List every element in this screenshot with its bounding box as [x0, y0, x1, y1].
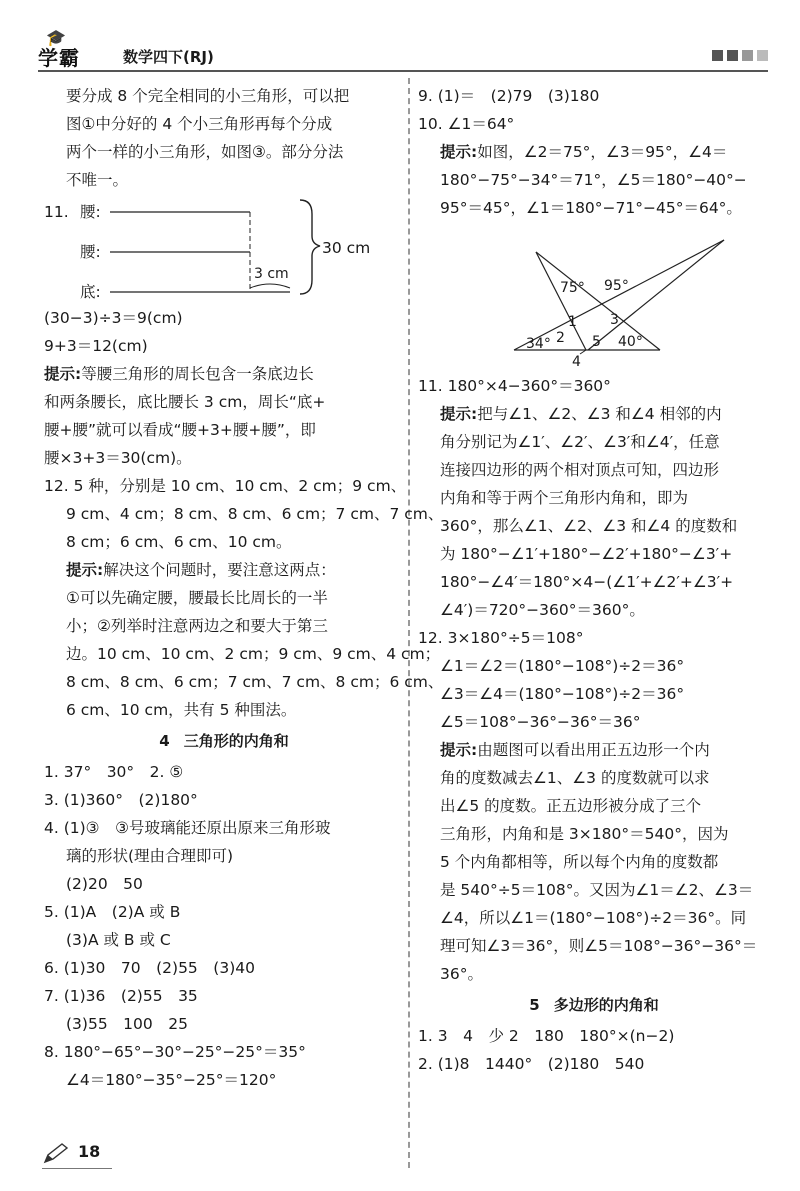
- hint-text: ①可以先确定腰，腰最长比周长的一半: [66, 589, 328, 607]
- hint-text: 和两条腰长，底比腰长 3 cm，周长“底+: [44, 393, 326, 411]
- page-number: 18: [78, 1142, 101, 1161]
- footer-rule: [42, 1168, 112, 1169]
- hint-text: 解决这个问题时，要注意这两点：: [103, 561, 336, 579]
- hint-text: 内角和等于两个三角形内角和，即为: [440, 489, 689, 507]
- hint-label: 提示:: [66, 561, 104, 579]
- question-number: 11.: [44, 203, 69, 221]
- hint-label: 提示:: [440, 741, 478, 759]
- hint-text: 95°＝45°，∠1＝180°−71°−45°＝64°。: [440, 199, 742, 217]
- header-rule: [38, 70, 768, 72]
- hint-text: 是 540°÷5＝108°。又因为∠1＝∠2、∠3＝: [440, 881, 754, 899]
- answer-text: 2. (1)8 1440° (2)180 540: [418, 1055, 645, 1073]
- answer-text: 5 种，分别是 10 cm、10 cm、2 cm；9 cm、: [73, 477, 407, 495]
- answer-text: 5. (1)A (2)A 或 B: [44, 903, 181, 921]
- hint-text: 为 180°−∠1′+180°−∠2′+180°−∠3′+: [440, 545, 733, 563]
- angle-label: 1: [568, 314, 577, 330]
- answer-text: 8 cm；6 cm、6 cm、10 cm。: [66, 533, 292, 551]
- hint-text: 把与∠1、∠2、∠3 和∠4 相邻的内: [477, 405, 722, 423]
- answer-text: (3)55 100 25: [66, 1015, 188, 1033]
- answer-text: 7. (1)36 (2)55 35: [44, 987, 198, 1005]
- hint-text: 小；②列举时注意两边之和要大于第三: [66, 617, 328, 635]
- leg-label: 腰:: [80, 243, 101, 261]
- angle-label: 3: [610, 312, 619, 328]
- leg-label: 腰:: [80, 203, 101, 221]
- section-name: 三角形的内角和: [183, 732, 289, 750]
- hint-text: 腰×3+3＝30(cm)。: [44, 449, 192, 467]
- hint-text: 360°，那么∠1、∠2、∠3 和∠4 的度数和: [440, 517, 738, 535]
- pencil-icon: [42, 1142, 72, 1166]
- angle-label: 2: [556, 330, 565, 346]
- answer-text: ∠4＝180°−35°−25°＝120°: [66, 1071, 277, 1089]
- page-header: [38, 30, 768, 70]
- hint-text: 边。10 cm、10 cm、2 cm；9 cm、9 cm、4 cm；: [66, 645, 441, 663]
- answer-text: 11. 180°×4−360°＝360°: [418, 377, 611, 395]
- difference-label: 3 cm: [254, 266, 289, 282]
- hint-text: 36°。: [440, 965, 483, 983]
- hint-label: 提示:: [44, 365, 82, 383]
- hint-text: 角分别记为∠1′、∠2′、∠3′和∠4′，任意: [440, 433, 720, 451]
- text-line: 要分成 8 个完全相同的小三角形，可以把: [66, 87, 350, 105]
- triangle-figure: [418, 222, 770, 372]
- hint-text: 如图，∠2＝75°，∠3＝95°，∠4＝: [477, 143, 728, 161]
- answer-text: ∠5＝108°−36°−36°＝36°: [440, 713, 641, 731]
- section-title: [418, 988, 770, 1022]
- right-column: [418, 82, 770, 1078]
- angle-label: 40°: [618, 334, 643, 350]
- angle-label: 75°: [560, 280, 585, 296]
- hint-text: 8 cm、8 cm、6 cm；7 cm、7 cm、8 cm；6 cm、: [66, 673, 444, 691]
- subject-title: 数学四下(RJ): [123, 48, 214, 66]
- answer-text: 12. 3×180°÷5＝108°: [418, 629, 584, 647]
- angle-label: 5: [592, 334, 601, 350]
- answer-text: (3)A 或 B 或 C: [66, 931, 171, 949]
- text-line: 不唯一。: [66, 171, 129, 189]
- hint-text: 180°−75°−34°＝71°，∠5＝180°−40°−: [440, 171, 747, 189]
- section-title: [44, 724, 404, 758]
- hint-text: 由题图可以看出用正五边形一个内: [477, 741, 710, 759]
- answer-text: 9 cm、4 cm；8 cm、8 cm、6 cm；7 cm、7 cm、: [66, 505, 444, 523]
- base-label: 底:: [80, 283, 101, 301]
- hint-text: 连接四边形的两个相对顶点可知，四边形: [440, 461, 720, 479]
- answer-text: 1. 3 4 少 2 180 180°×(n−2): [418, 1027, 675, 1045]
- angle-label: 95°: [604, 278, 629, 294]
- hint-text: 三角形，内角和是 3×180°＝540°，因为: [440, 825, 729, 843]
- answer-text: ∠3＝∠4＝(180°−108°)÷2＝36°: [440, 685, 685, 703]
- answer-text: ∠1＝∠2＝(180°−108°)÷2＝36°: [440, 657, 685, 675]
- hint-label: 提示:: [440, 405, 478, 423]
- hint-text: 等腰三角形的周长包含一条底边长: [81, 365, 314, 383]
- answer-text: 8. 180°−65°−30°−25°−25°＝35°: [44, 1043, 306, 1061]
- section-name: 多边形的内角和: [553, 996, 659, 1014]
- answer-text: 3. (1)360° (2)180°: [44, 791, 198, 809]
- text-line: 9+3＝12(cm): [44, 337, 148, 355]
- answer-text: 6. (1)30 70 (2)55 (3)40: [44, 959, 255, 977]
- hint-text: ∠4′)＝720°−360°＝360°。: [440, 601, 645, 619]
- hint-text: 出∠5 的度数。正五边形被分成了三个: [440, 797, 702, 815]
- hint-label: 提示:: [440, 143, 478, 161]
- brand-logo: 学霸: [38, 46, 80, 70]
- section-number: 5: [529, 996, 540, 1014]
- graduation-cap-icon: 🎓: [46, 28, 66, 47]
- answer-text: (2)20 50: [66, 875, 143, 893]
- answer-text: 9. (1)＝ (2)79 (3)180: [418, 87, 600, 105]
- text-line: 两个一样的小三角形，如图③。部分分法: [66, 143, 344, 161]
- perimeter-label: 30 cm: [322, 239, 371, 257]
- section-number: 4: [159, 732, 170, 750]
- answer-text: 1. 37° 30° 2. ⑤: [44, 763, 184, 781]
- hint-text: ∠4，所以∠1＝(180°−108°)÷2＝36°。同: [440, 909, 747, 927]
- question-number: 12.: [44, 477, 69, 495]
- hint-text: 腰+腰”就可以看成“腰+3+腰+腰”，即: [44, 421, 316, 439]
- hint-text: 角的度数减去∠1、∠3 的度数就可以求: [440, 769, 710, 787]
- answer-text: 10. ∠1＝64°: [418, 115, 515, 133]
- left-column: [44, 82, 444, 1094]
- text-line: 图①中分好的 4 个小三角形再每个分成: [66, 115, 333, 133]
- text-line: (30−3)÷3＝9(cm): [44, 309, 183, 327]
- segment-diagram: [44, 194, 404, 304]
- angle-label: 34°: [526, 336, 551, 352]
- column-divider: [408, 78, 410, 1168]
- hint-text: 理可知∠3＝36°，则∠5＝108°−36°−36°＝: [440, 937, 758, 955]
- header-decoration: [712, 50, 768, 61]
- answer-list: [44, 758, 404, 1094]
- angle-label: 4: [572, 354, 581, 370]
- hint-text: 180°−∠4′＝180°×4−(∠1′+∠2′+∠3′+: [440, 573, 734, 591]
- hint-text: 5 个内角都相等，所以每个内角的度数都: [440, 853, 719, 871]
- answer-text: 4. (1)③ ③号玻璃能还原出原来三角形玻: [44, 819, 331, 837]
- hint-text: 6 cm、10 cm，共有 5 种围法。: [66, 701, 297, 719]
- answer-text: 璃的形状(理由合理即可): [66, 847, 234, 865]
